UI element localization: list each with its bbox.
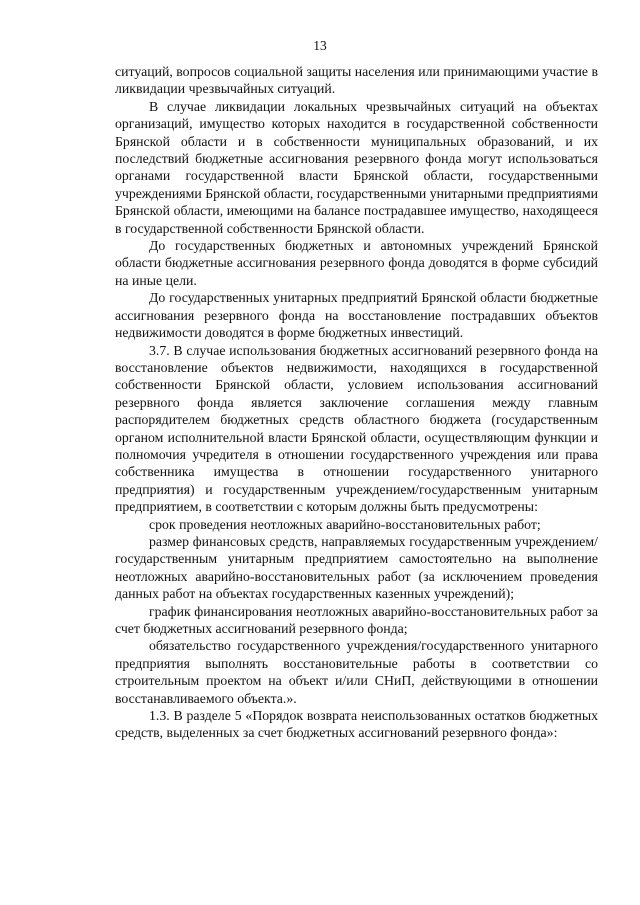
paragraph-7: размер финансовых средств, направляемых государственным учреждением/государственным унитарным предприятием самостоятельно на выполнение неотложных аварийно-восстановительных работ (за исключением проведения данных работ на объектах государственных казенных учреждений); (115, 533, 598, 602)
page-number: 13 (313, 38, 327, 53)
paragraph-4: До государственных унитарных предприятий Брянской области бюджетные ассигнования резервного фонда на восстановление пострадавших объектов недвижимости доводятся в форме бюджетных инвестиций. (115, 290, 598, 341)
paragraph-6: срок проведения неотложных аварийно-восстановительных работ; (149, 516, 541, 532)
paragraph-5: 3.7. В случае использования бюджетных ассигнований резервного фонда на восстановление объектов недвижимости, находящихся в государственной собственности Брянской области, условием использования ассигнований резервного фонда является заключение соглашения между главным распорядителем бюджетных средств областного бюджета (государственным органом исполнительной власти Брянской области, осуществляющим функции и полномочия учредителя в отношении государственного учреждения или права собственника имущества в отношении государственного унитарного предприятия) и государственным учреждением/государственным унитарным предприятием, в соответствии с которым должны быть предусмотрены: (115, 342, 598, 515)
paragraph-8: график финансирования неотложных аварийно-восстановительных работ за счет бюджетных ассигнований резервного фонда; (115, 603, 598, 636)
paragraph-10: 1.3. В разделе 5 «Порядок возврата неиспользованных остатков бюджетных средств, выделенных за счет бюджетных ассигнований резервного фонда»: (115, 708, 598, 741)
paragraph-9: обязательство государственного учреждения/государственного унитарного предприятия выполнять восстановительные работы в соответствии со строительным проектом на объект и/или СНиП, действующими в отношении восстанавливаемого объекта.». (115, 638, 598, 706)
paragraph-3: До государственных бюджетных и автономных учреждений Брянской области бюджетные ассигнования резервного фонда доводятся в форме субсидий на иные цели. (115, 238, 598, 288)
document-body (115, 63, 598, 742)
paragraph-1: ситуаций, вопросов социальной защиты населения или принимающими участие в ликвидации чрезвычайных ситуаций. (115, 64, 598, 97)
paragraph-2: В случае ликвидации локальных чрезвычайных ситуаций на объектах организаций, имущество которых находится в государственной собственности Брянской области и в собственности муниципальных образований, и их последствий бюджетные ассигнования резервного фонда могут использоваться органами государственной власти Брянской области, государственными учреждениями Брянской области, государственными унитарными предприятиями Брянской области, имеющими на балансе пострадавшее имущество, находящееся в государственной собственности Брянской области. (115, 98, 598, 236)
